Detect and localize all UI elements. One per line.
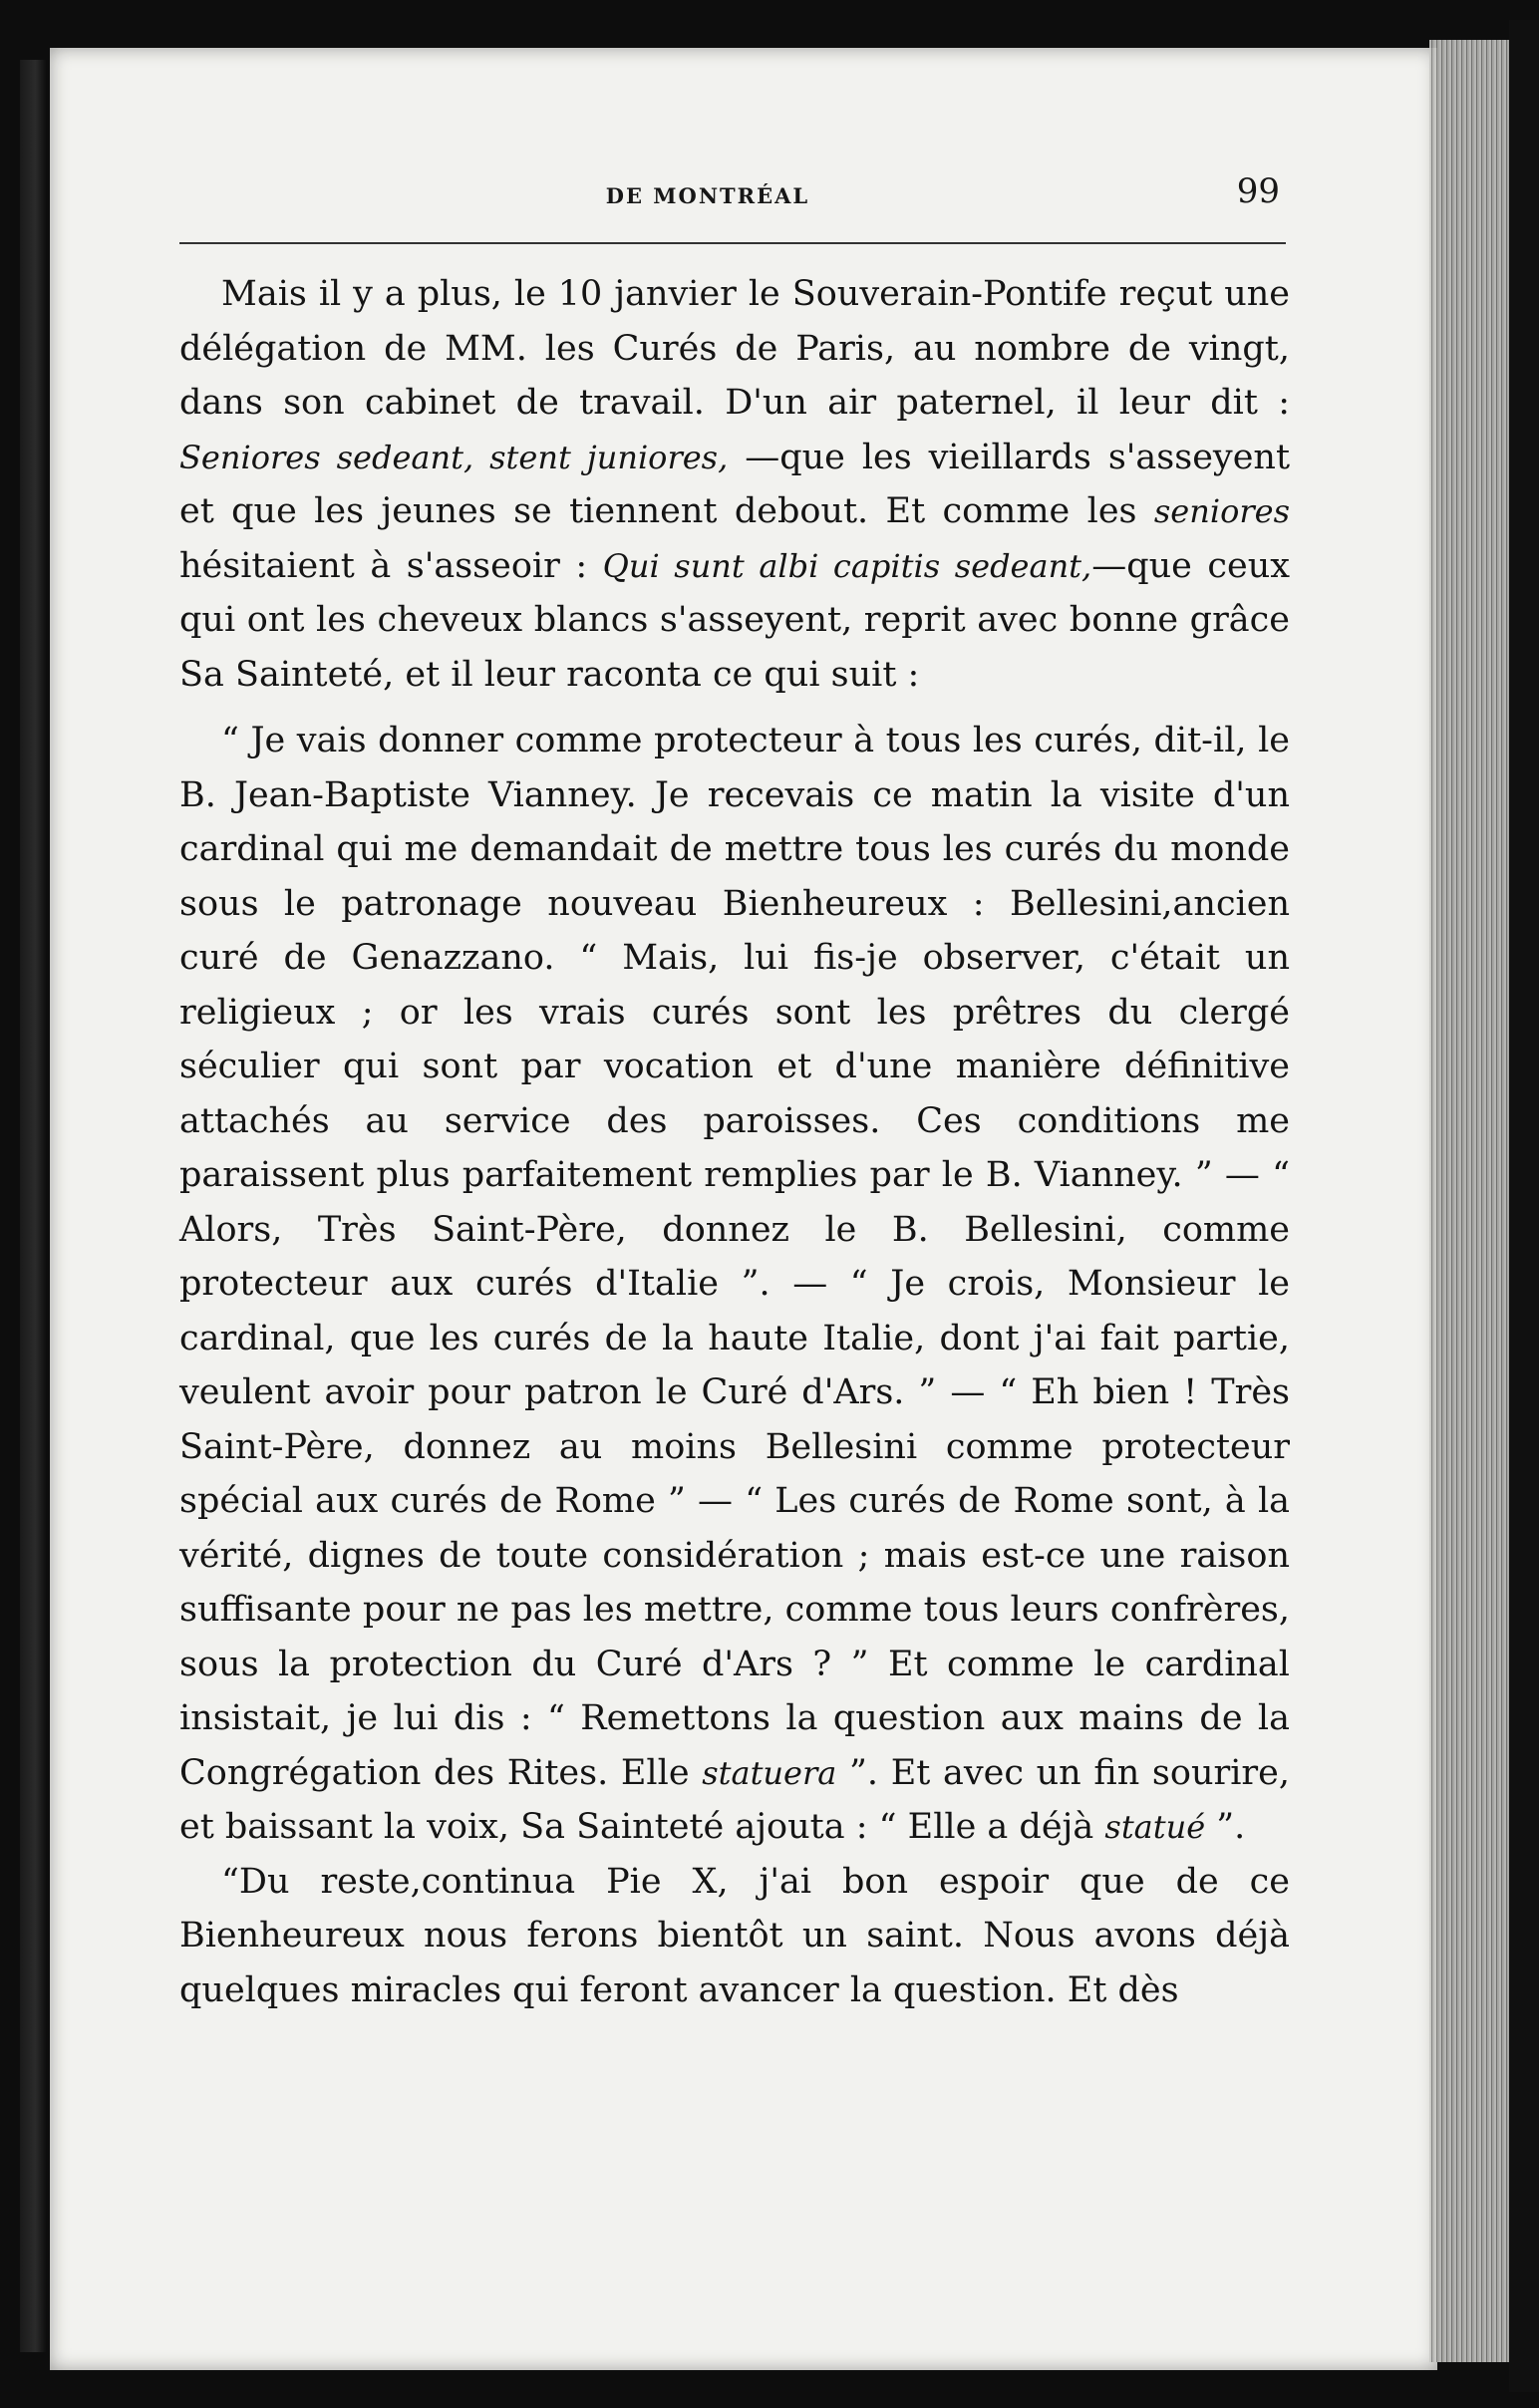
text-span: —que les vieillards s'asseyent et que les jeunes se tiennent debout. Et comme les [179, 437, 1291, 531]
latin-quote: Seniores sedeant, stent juniores, [179, 438, 729, 476]
paragraph-2 [179, 714, 1290, 1855]
text-span: hésitaient à s'asseoir : [179, 545, 603, 586]
paragraph-3 [179, 1855, 1290, 2018]
page-stack-edges [1429, 40, 1509, 2362]
book-cover-edge [1509, 20, 1539, 2392]
body-text [179, 267, 1290, 2017]
text-span: ”. Et avec un fin sourire, et baissant la voix, Sa Sainteté ajouta : “ Elle a déjà [179, 1752, 1290, 1847]
italic-word: statué [1104, 1808, 1206, 1846]
page-header [130, 169, 1286, 229]
latin-quote: Qui sunt albi capitis sedeant, [602, 546, 1092, 585]
book-binding-edge [20, 60, 46, 2352]
italic-word: statuera [702, 1753, 837, 1792]
text-span: “ Je vais donner comme protecteur à tous les curés, dit-il, le B. Jean-Baptiste Vianney. Je recevais ce matin la visite d'un cardinal qui me demandait de mettre tous les curés du monde sous le patronage nouveau Bienheureux : Bellesini,ancien curé de Genazzano. “ Mais, lui fis-je observer, c'était un religieux ; or les vrais curés sont les prêtres du clergé séculier qui sont par vocation et d'une manière définitive attachés au service des paroisses. Ces conditions me paraissent plus parfaitement remplies par le B. Vianney. ” — “ Alors, Très Saint-Père, donnez le B. Bellesini, comme protecteur aux curés d'Italie ”. — “ Je crois, Monsieur le cardinal, que les curés de la haute Italie, dont j'ai fait partie, veulent avoir pour patron le Curé d'Ars. ” — “ Eh bien ! Très Saint-Père, donnez au moins Bellesini comme protecteur spécial aux curés de Rome ” — “ Les curés de Rome sont, à la vérité, dignes de toute considération ; mais est-ce une raison suffisante pour ne pas les mettre, comme tous leurs confrères, sous la protection du Curé d'Ars ? ” Et comme le cardinal insistait, je lui dis : “ Remettons la question aux mains de la Congrégation des Rites. Elle [179, 721, 1290, 1793]
header-rule [179, 242, 1286, 244]
text-span: —que ceux qui ont les cheveux blancs s'asseyent, reprit avec bonne grâce Sa Sainteté, et il leur raconta ce qui suit : [179, 545, 1290, 695]
text-span: Mais il y a plus, le 10 janvier le Souverain-Pontife reçut une délégation de MM. les Curés de Paris, au nombre de vingt, dans son cabinet de travail. D'un air paternel, il leur dit : [179, 274, 1290, 423]
paragraph-1 [179, 267, 1290, 702]
page-number: 99 [1236, 171, 1280, 211]
text-span: “Du reste,continua Pie X, j'ai bon espoir que de ce Bienheureux nous ferons bientôt un saint. Nous avons déjà quelques miracles qui feront avancer la question. Et dès [179, 1861, 1290, 2010]
text-span: ”. [1205, 1807, 1246, 1847]
running-head: DE MONTRÉAL [605, 183, 810, 208]
latin-word: seniores [1153, 492, 1290, 530]
